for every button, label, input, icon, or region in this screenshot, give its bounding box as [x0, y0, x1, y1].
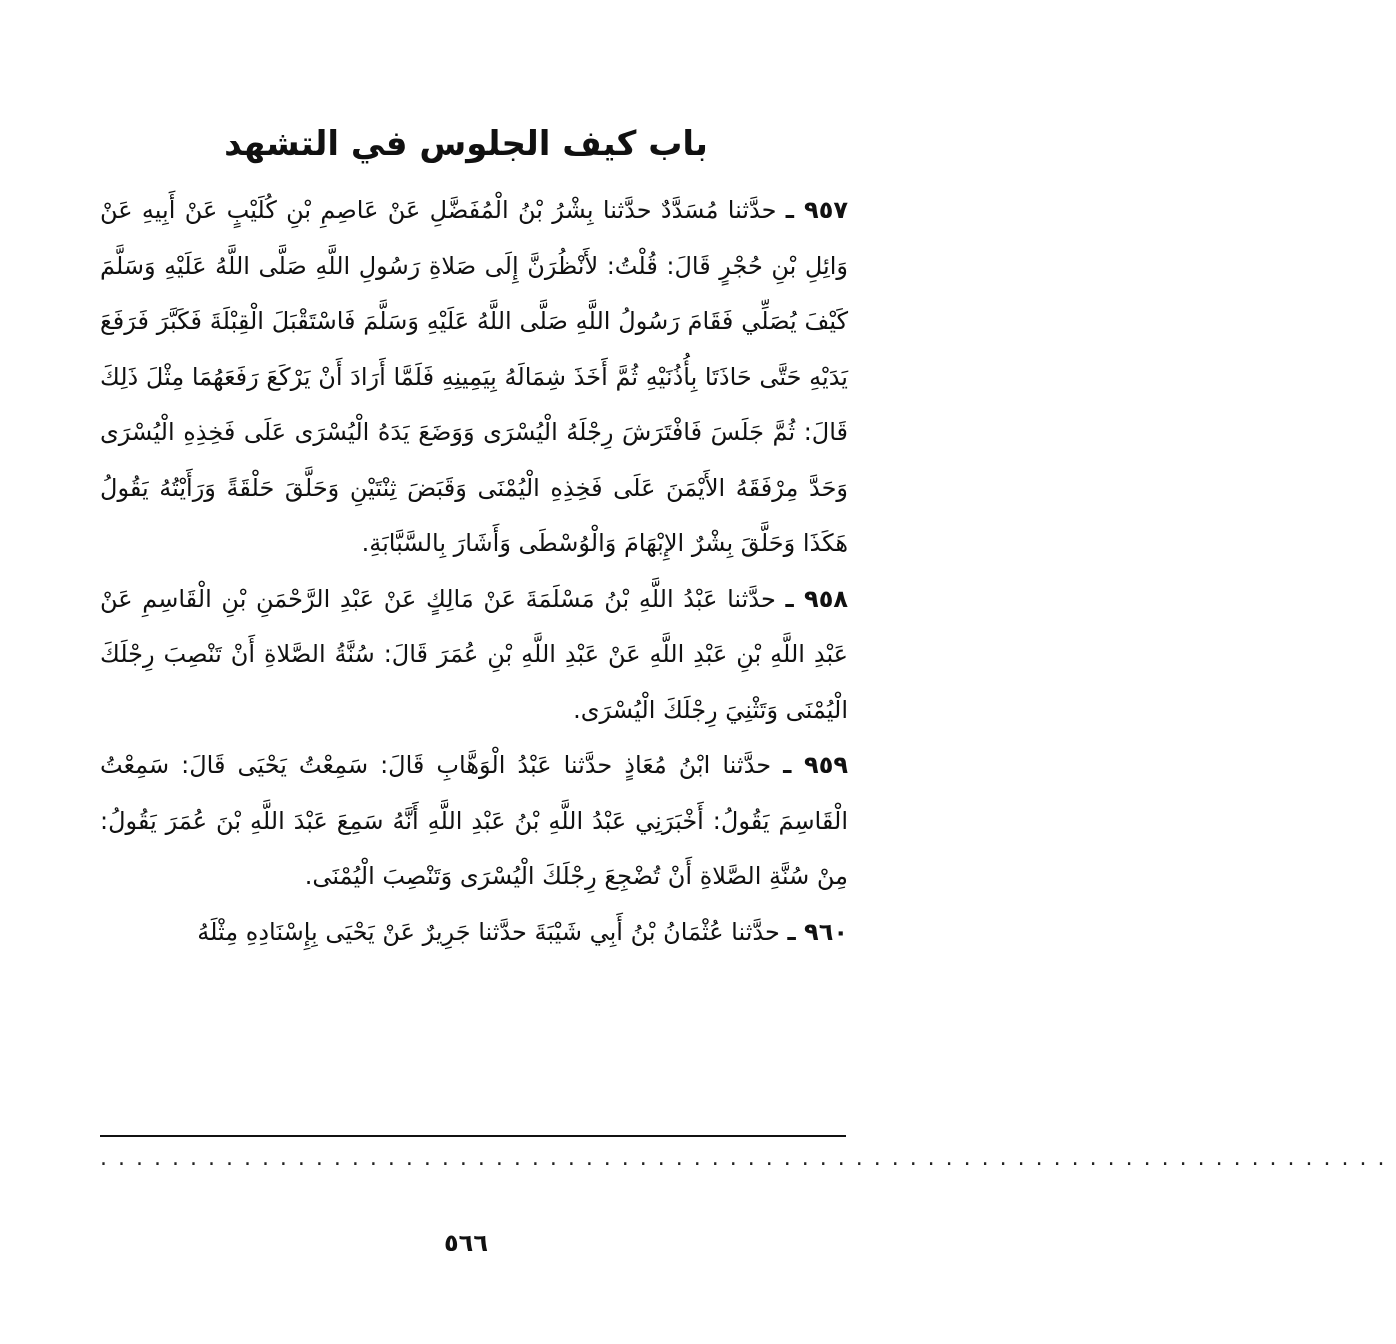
hadith-number: ٩٥٧ ـ: [785, 196, 848, 224]
hadith-957: [100, 183, 848, 572]
page-number: ٥٦٦: [444, 1229, 488, 1257]
hadith-960: [100, 905, 848, 961]
hadith-text: حدَّثنا عُثْمَانُ بْنُ أَبِي شَيْبَةَ حدَّثنا جَرِيرٌ عَنْ يَحْيَى بِإِسْنَادِهِ مِثْلَهُ: [197, 917, 780, 946]
hadith-body: [100, 183, 848, 960]
hadith-958: [100, 572, 848, 739]
hadith-959: [100, 738, 848, 905]
hadith-number: ٩٥٩ ـ: [783, 751, 848, 779]
hadith-text: حدَّثنا عَبْدُ اللَّهِ بْنُ مَسْلَمَةَ عَنْ مَالِكٍ عَنْ عَبْدِ الرَّحْمَنِ بْنِ الْقَاسِمِ عَنْ عَبْدِ اللَّهِ بْنِ عَبْدِ اللَّهِ عَنْ عَبْدِ اللَّهِ بْنِ عُمَرَ قَالَ: سُنَّةُ الصَّلاةِ أَنْ تَنْصِبَ رِجْلَكَ الْيُمْنَى وَتَثْنِيَ رِجْلَكَ الْيُسْرَى.: [100, 584, 848, 724]
footnote-divider: [100, 1135, 846, 1137]
footnote-dots: ........................................................................: [100, 1146, 1396, 1171]
chapter-title: باب كيف الجلوس في التشهد: [224, 124, 708, 164]
hadith-text: حدَّثنا مُسَدَّدٌ حدَّثنا بِشْرُ بْنُ الْمُفَضَّلِ عَنْ عَاصِمِ بْنِ كُلَيْبٍ عَنْ أَبِيهِ عَنْ وَائِلِ بْنِ حُجْرٍ قَالَ: قُلْتُ: لأَنْظُرَنَّ إِلَى صَلاةِ رَسُولِ اللَّهِ صَلَّى اللَّهُ عَلَيْهِ وَسَلَّمَ كَيْفَ يُصَلِّي فَقَامَ رَسُولُ اللَّهِ صَلَّى اللَّهُ عَلَيْهِ وَسَلَّمَ فَاسْتَقْبَلَ الْقِبْلَةَ فَكَبَّرَ فَرَفَعَ يَدَيْهِ حَتَّى حَاذَتَا بِأُذُنَيْهِ ثُمَّ أَخَذَ شِمَالَهُ بِيَمِينِهِ فَلَمَّا أَرَادَ أَنْ يَرْكَعَ رَفَعَهُمَا مِثْلَ ذَلِكَ قَالَ: ثُمَّ جَلَسَ فَافْتَرَشَ رِجْلَهُ الْيُسْرَى وَوَضَعَ يَدَهُ الْيُسْرَى عَلَى فَخِذِهِ الْيُسْرَى وَحَدَّ مِرْفَقَهُ الأَيْمَنَ عَلَى فَخِذِهِ الْيُمْنَى وَقَبَضَ ثِنْتَيْنِ وَحَلَّقَ حَلْقَةً وَرَأَيْتُهُ يَقُولُ هَكَذَا وَحَلَّقَ بِشْرٌ الإِبْهَامَ وَالْوُسْطَى وَأَشَارَ بِالسَّبَّابَةِ.: [100, 196, 848, 557]
hadith-text: حدَّثنا ابْنُ مُعَاذٍ حدَّثنا عَبْدُ الْوَهَّابِ قَالَ: سَمِعْتُ يَحْيَى قَالَ: سَمِعْتُ الْقَاسِمَ يَقُولُ: أَخْبَرَنِي عَبْدُ اللَّهِ بْنُ عَبْدِ اللَّهِ أَنَّهُ سَمِعَ عَبْدَ اللَّهِ بْنَ عُمَرَ يَقُولُ: مِنْ سُنَّةِ الصَّلاةِ أَنْ تُضْجِعَ رِجْلَكَ الْيُسْرَى وَتَنْصِبَ الْيُمْنَى.: [100, 751, 848, 890]
hadith-number: ٩٥٨ ـ: [785, 584, 848, 613]
hadith-number: ٩٦٠ ـ: [787, 917, 848, 946]
